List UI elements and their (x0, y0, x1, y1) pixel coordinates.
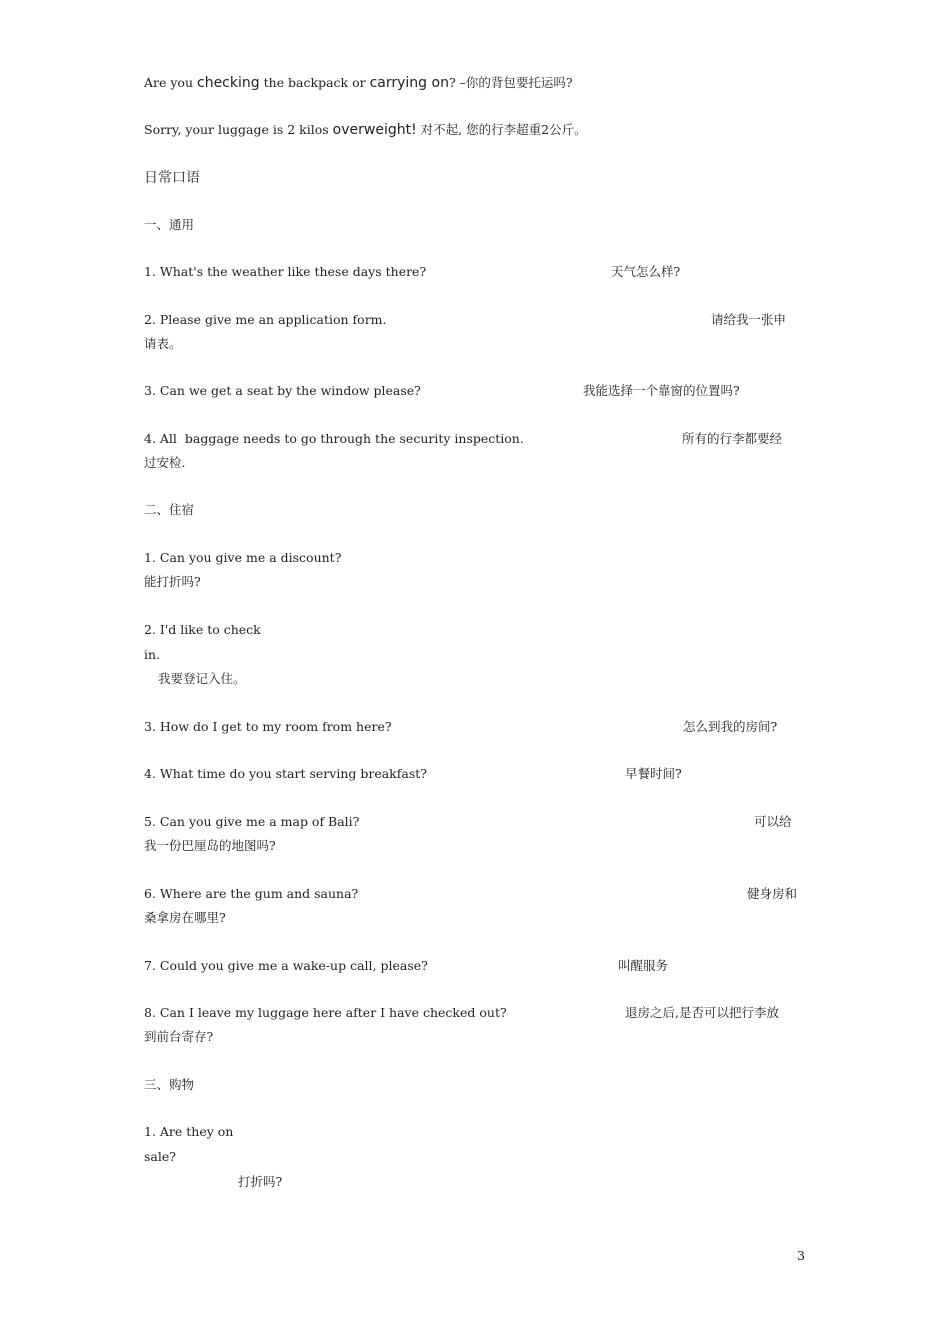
phrase-zh: 桑拿房在哪里? (144, 910, 226, 925)
phrase-zh: 怎么到我的房间? (683, 719, 778, 734)
phrase-zh: 早餐时间? (625, 766, 682, 781)
phrase-zh: 能打折吗? (144, 574, 201, 589)
page-number: 3 (797, 1248, 805, 1263)
phrase-zh: 可以给 (754, 814, 792, 829)
phrase-en: 4. All baggage needs to go through the security inspection. (144, 431, 524, 446)
phrase-en: 7. Could you give me a wake-up call, please? (144, 958, 428, 973)
phrase-zh: 退房之后,是否可以把行李放 (625, 1005, 779, 1020)
phrase-en: 5. Can you give me a map of Bali? (144, 814, 360, 829)
intro-text: 对不起, 您的行李超重2公斤。 (416, 122, 587, 137)
phrase-zh: 打折吗? (238, 1174, 283, 1189)
phrase-zh: 天气怎么样? (611, 264, 681, 279)
phrase-en: in. (144, 647, 161, 662)
phrase-en: 4. What time do you start serving breakfast? (144, 766, 427, 781)
phrase-zh: 请给我一张申 (711, 312, 787, 327)
phrase-en: 3. How do I get to my room from here? (144, 719, 392, 734)
phrase-en: 1. What's the weather like these days there? (144, 264, 427, 279)
section-heading: 一、通用 (144, 217, 195, 232)
phrase-en: 6. Where are the gum and sauna? (144, 886, 359, 901)
phrase-zh: 我一份巴厘岛的地图吗? (144, 838, 276, 853)
phrase-en: 1. Are they on (144, 1124, 234, 1139)
phrase-en: 1. Can you give me a discount? (144, 550, 342, 565)
intro-text: the backpack or (259, 75, 370, 90)
section-heading: 二、住宿 (144, 502, 195, 517)
intro-line-2 (144, 122, 587, 138)
phrase-en: 3. Can we get a seat by the window please? (144, 383, 421, 398)
intro-text: Sorry, your luggage is 2 kilos (144, 122, 333, 137)
intro-text: ? –你的背包要托运吗? (448, 75, 573, 90)
phrase-zh: 叫醒服务 (618, 958, 669, 973)
intro-keyword: carrying on (369, 75, 449, 91)
section-heading: 三、购物 (144, 1077, 195, 1092)
intro-keyword: overweight! (332, 122, 417, 138)
phrase-en: 2. Please give me an application form. (144, 312, 387, 327)
phrase-zh: 请表。 (144, 336, 182, 351)
phrase-zh: 所有的行李都要经 (682, 431, 783, 446)
phrase-zh: 到前台寄存? (144, 1029, 214, 1044)
intro-text: Are you (144, 75, 197, 90)
intro-keyword: checking (197, 75, 260, 91)
phrase-en: 2. I'd like to check (144, 622, 261, 637)
phrase-zh: 过安检. (144, 455, 186, 470)
phrase-en: 8. Can I leave my luggage here after I have checked out? (144, 1005, 507, 1020)
phrase-zh: 我能选择一个靠窗的位置吗? (583, 383, 740, 398)
phrase-zh: 健身房和 (747, 886, 798, 901)
phrase-en: sale? (144, 1149, 176, 1164)
intro-line-1 (144, 75, 573, 91)
phrase-zh: 我要登记入住。 (158, 671, 246, 686)
page-title: 日常口语 (144, 170, 200, 186)
